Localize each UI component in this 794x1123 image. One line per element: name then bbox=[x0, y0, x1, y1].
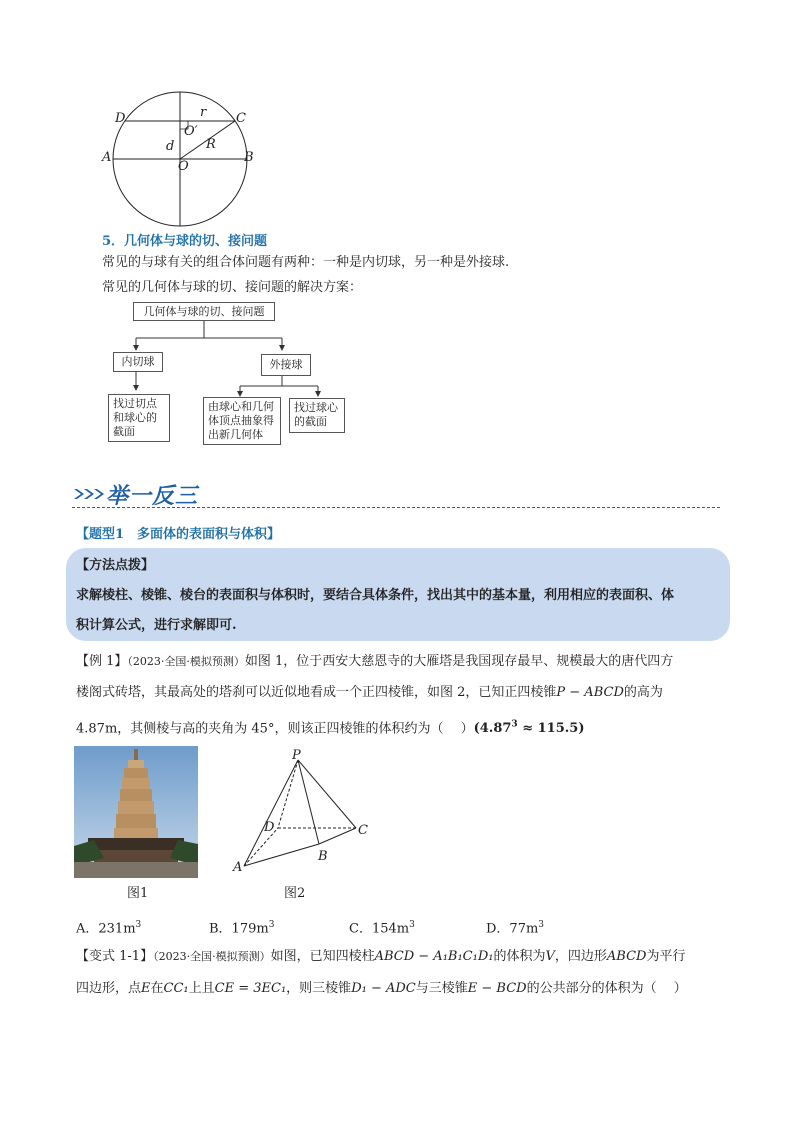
flow-inner-box: 内切球 bbox=[113, 352, 163, 372]
example1-line2-text: 楼阁式砖塔，其最高处的塔刹可以近似地看成一个正四棱锥，如图 2，已知正四棱锥 bbox=[76, 685, 557, 700]
circle-label-d-point: D bbox=[115, 111, 126, 126]
flow-outer-leaf1-box: 由球心和几何体顶点抽象得出新几何体 bbox=[203, 397, 281, 445]
fig1-caption: 图1 bbox=[127, 886, 149, 901]
method-line2: 积计算公式，进行求解即可. bbox=[76, 618, 237, 633]
example1-line1 bbox=[76, 653, 673, 671]
variant-line2: 四边形，点E在CC₁上且CE = 3EC₁，则三棱锥D₁ − ADC与三棱锥E − BCD的公共部分的体积为（ ） bbox=[76, 981, 687, 996]
circle-label-d: d bbox=[166, 139, 175, 154]
fig2-caption: 图2 bbox=[284, 886, 306, 901]
example1-line1-text: 如图 1，位于西安大慈恩寺的大雁塔是我国现存最早、规模最大的唐代四方 bbox=[244, 654, 674, 669]
example1-pyramid-math: P − ABCD bbox=[556, 685, 624, 700]
section5-line2: 常见的几何体与球的切、接问题的解决方案： bbox=[102, 280, 363, 295]
circle-label-r: r bbox=[200, 105, 207, 120]
option-c[interactable]: C．$154m^3$ bbox=[349, 920, 415, 937]
pagoda-photo bbox=[74, 746, 198, 878]
pyramid-label-a: A bbox=[233, 860, 243, 875]
type1-title: 【题型1 多面体的表面积与体积】 bbox=[76, 527, 281, 542]
example1-line2-tail: 的高为 bbox=[623, 685, 663, 700]
flow-outer-leaf2-box: 找过球心的截面 bbox=[289, 398, 345, 433]
pyramid-label-c: C bbox=[358, 823, 368, 838]
circle-label-big-r: R bbox=[206, 137, 216, 152]
banner-title: 举一反三 bbox=[106, 484, 199, 509]
example1-line2 bbox=[76, 684, 663, 702]
example1-line3 bbox=[76, 716, 585, 738]
circle-label-o1: O′ bbox=[184, 124, 198, 139]
circle-label-o: O bbox=[178, 159, 189, 174]
pyramid-label-b: B bbox=[318, 849, 328, 864]
pyramid-label-d: D bbox=[264, 820, 275, 835]
example1-tag: 【例 1】 bbox=[76, 654, 128, 669]
variant-tag: 【变式 1-1】 bbox=[76, 949, 154, 964]
method-line1: 求解棱柱、棱锥、棱台的表面积与体积时，要结合具体条件，找出其中的基本量，利用相应的表面积、体 bbox=[76, 588, 675, 603]
pyramid-label-p: P bbox=[292, 748, 301, 763]
circle-label-a: A bbox=[102, 150, 112, 165]
option-b[interactable]: B．$179m^3$ bbox=[209, 920, 275, 937]
flow-root-box: 几何体与球的切、接问题 bbox=[133, 302, 275, 321]
section5-title: 5．几何体与球的切、接问题 bbox=[102, 234, 268, 249]
flow-inner-leaf-box: 找过切点和球心的截面 bbox=[108, 394, 170, 442]
circle-label-b: B bbox=[244, 150, 254, 165]
banner-divider bbox=[72, 507, 720, 508]
example1-line3-text: 4.87m，其侧棱与高的夹角为 45°，则该正四棱锥的体积约为（ ） bbox=[76, 721, 474, 737]
option-a[interactable]: A．$231m^3$ bbox=[76, 920, 142, 937]
banner-arrows-icon bbox=[72, 483, 110, 505]
example1-hint: $(4.87^3 \approx 115.5)$ bbox=[473, 720, 585, 737]
method-title: 【方法点拨】 bbox=[76, 558, 155, 573]
pyramid-figure bbox=[226, 748, 386, 880]
variant-line1: 【变式 1-1】（2023·全国·模拟预测）如图，已知四棱柱ABCD − A₁B₁C₁D₁的体积为V，四边形ABCD为平行 bbox=[76, 949, 686, 964]
example1-source: （2023·全国·模拟预测） bbox=[127, 655, 245, 668]
flow-outer-box: 外接球 bbox=[261, 354, 311, 376]
variant-source: （2023·全国·模拟预测） bbox=[153, 950, 271, 963]
circle-label-c: C bbox=[236, 111, 246, 126]
section5-line1: 常见的与球有关的组合体问题有两种：一种是内切球，另一种是外接球. bbox=[102, 255, 510, 270]
option-d[interactable]: D．$77m^3$ bbox=[486, 920, 545, 937]
